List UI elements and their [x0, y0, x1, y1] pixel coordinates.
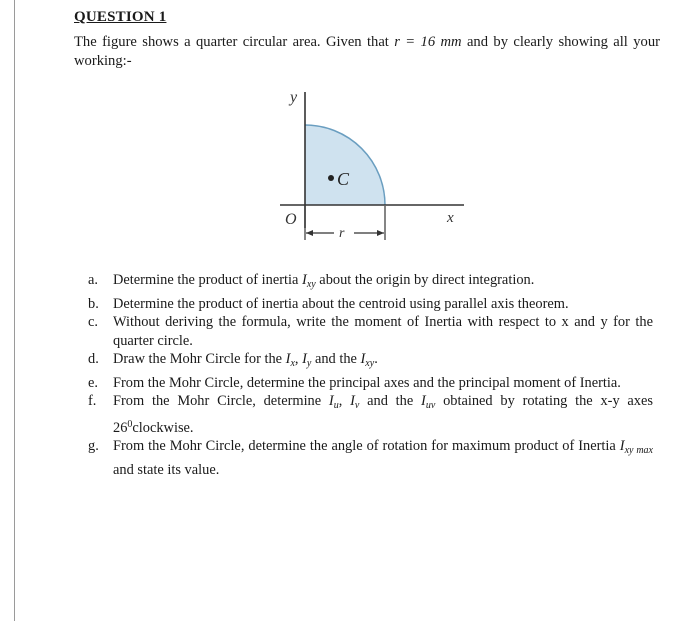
radius-dim-label: r — [339, 226, 345, 241]
question-intro — [74, 33, 660, 71]
radius-given-value: r = 16 mm — [394, 34, 462, 50]
symbol-i: I — [421, 393, 426, 409]
x-axis-label: x — [447, 210, 454, 226]
question-text: Without deriving the formula, write the moment of Inertia with respect to x and y for the quarter circle. — [113, 314, 653, 349]
symbol-i: I — [619, 438, 625, 454]
text-segment: about the origin by direct integration. — [315, 272, 535, 288]
question-item-d — [88, 350, 653, 374]
question-item-c — [88, 313, 653, 350]
text-segment: clockwise. — [132, 419, 194, 436]
text-segment: . — [374, 351, 378, 367]
question-text — [113, 392, 653, 437]
text-segment: Draw the Mohr Circle for the — [113, 351, 286, 367]
degree-superscript: 0 — [127, 418, 133, 430]
radius-dim-right-arrow — [377, 230, 384, 236]
text-segment: From the Mohr Circle, determine the angle of rotation for maximum product of Inertia — [113, 438, 620, 454]
text-segment: obtained by rotating the x-y axes 26 — [113, 393, 653, 436]
question-list — [88, 271, 653, 479]
subscript-xy-max: xy max — [624, 445, 653, 456]
text-segment: , — [338, 393, 351, 409]
symbol-i: I — [285, 351, 291, 367]
question-item-a — [88, 271, 653, 295]
intro-text-end: and by clearly showing all your working:- — [74, 34, 660, 69]
question-item-b — [88, 295, 653, 314]
question-letter: f. — [88, 393, 97, 409]
symbol-i: I — [302, 351, 307, 367]
text-segment: Determine the product of inertia — [113, 272, 303, 288]
question-text — [113, 271, 653, 295]
symbol-i: I — [328, 393, 334, 409]
question-letter: c. — [88, 314, 98, 330]
question-letter: d. — [88, 351, 99, 367]
intro-text-start: The figure shows a quarter circular area. Given that — [74, 34, 395, 50]
symbol-i: I — [302, 272, 307, 288]
subscript-y: y — [306, 358, 312, 369]
question-letter: b. — [88, 295, 99, 312]
text-segment: and state its value. — [113, 461, 220, 478]
symbol-i: I — [360, 351, 366, 367]
centroid-label: C — [337, 169, 350, 189]
question-text — [113, 437, 653, 479]
question-letter: g. — [88, 438, 99, 454]
text-segment: From the Mohr Circle, determine — [113, 393, 329, 409]
text-segment: and the — [311, 351, 361, 367]
question-item-f — [88, 392, 653, 437]
y-axis-label: y — [290, 89, 298, 106]
subscript-uv: uv — [425, 400, 436, 411]
text-segment: , — [294, 351, 303, 367]
question-text: From the Mohr Circle, determine the principal axes and the principal moment of Inertia. — [113, 374, 621, 391]
question-heading: QUESTION 1 — [74, 9, 167, 25]
quarter-circle-area — [305, 125, 385, 205]
question-item-g — [88, 437, 653, 479]
symbol-i: I — [350, 393, 355, 409]
question-letter: e. — [88, 374, 98, 391]
subscript-xy: xy — [306, 279, 316, 290]
question-text: Determine the product of inertia about the centroid using parallel axis theorem. — [113, 295, 569, 312]
subscript-xy: xy — [365, 358, 375, 369]
subscript-x: x — [290, 358, 295, 369]
centroid-dot — [328, 175, 334, 181]
question-letter: a. — [88, 272, 98, 288]
page-left-border — [14, 0, 15, 621]
subscript-v: v — [354, 400, 360, 411]
question-item-e — [88, 374, 653, 393]
radius-dim-left-arrow — [306, 230, 313, 236]
origin-label: O — [285, 211, 297, 228]
quarter-circle-figure — [272, 80, 472, 250]
question-text — [113, 350, 653, 374]
subscript-u: u — [333, 400, 339, 411]
quarter-circle-diagram — [272, 80, 472, 250]
text-segment: and the — [359, 393, 422, 409]
